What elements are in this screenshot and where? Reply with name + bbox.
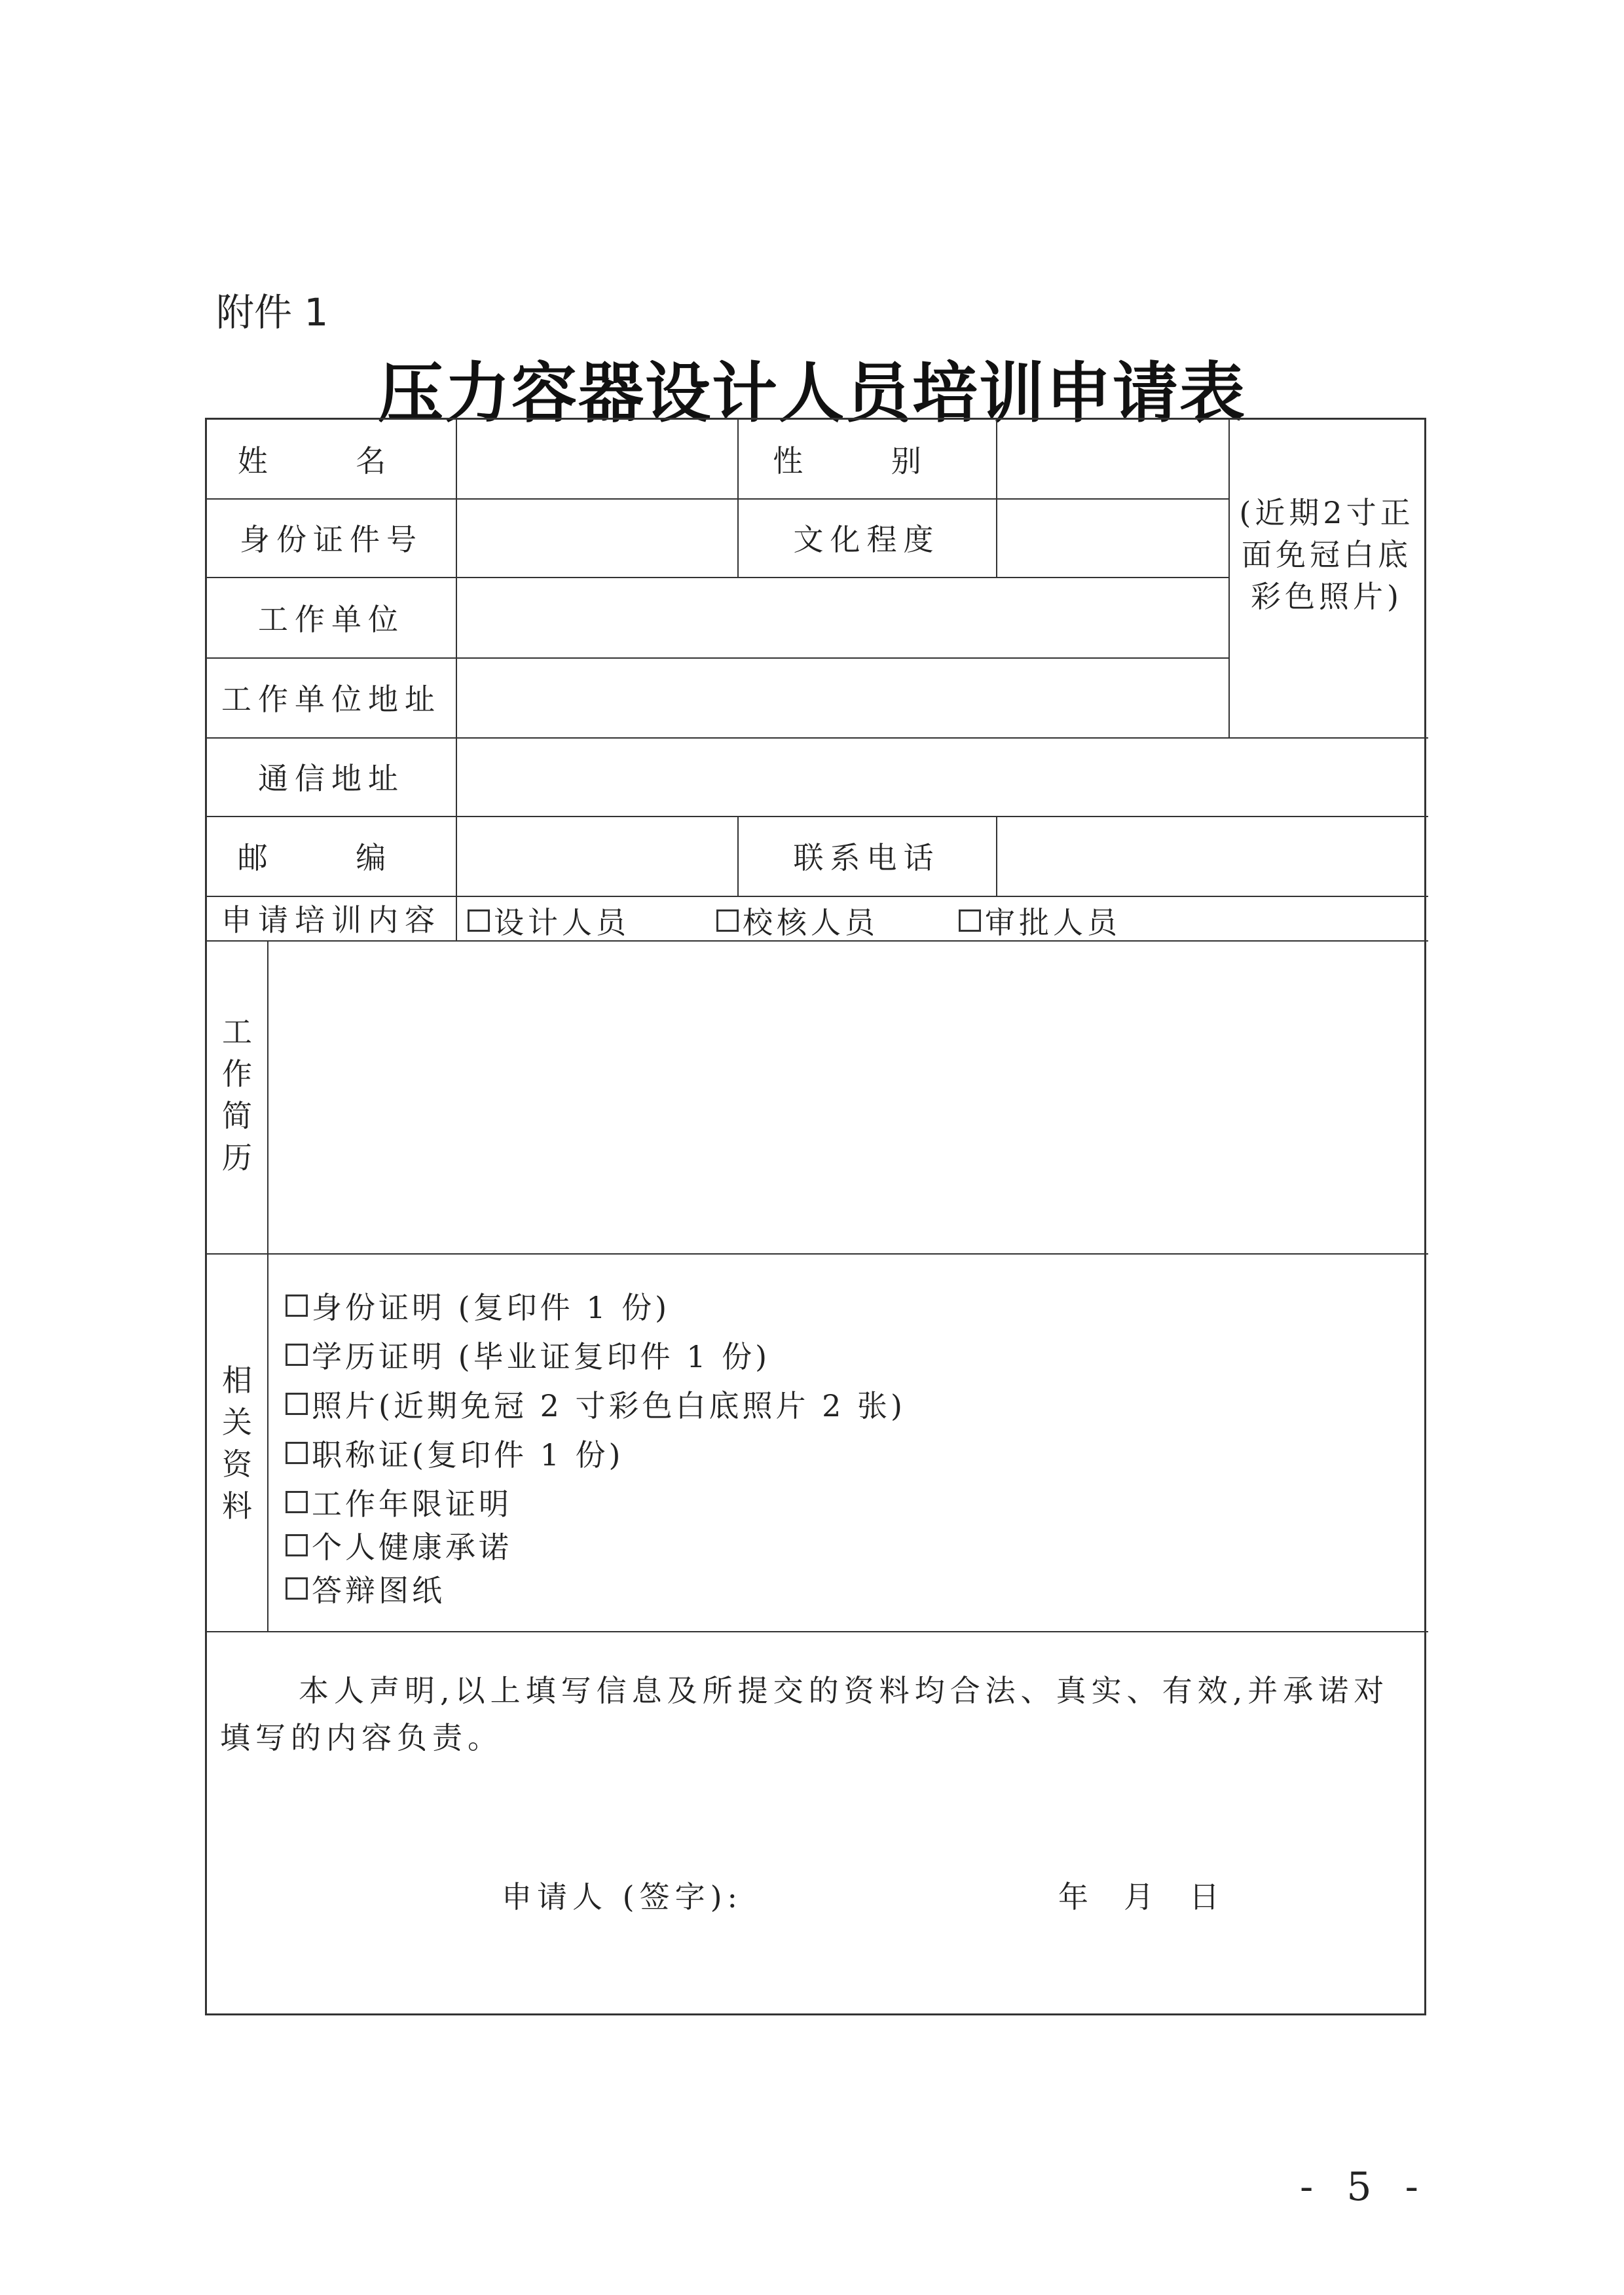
checkbox[interactable]: [286, 1294, 308, 1317]
id-number-label: 身份证件号: [240, 522, 423, 557]
education-field[interactable]: [996, 498, 1228, 577]
option-checker[interactable]: [716, 899, 879, 942]
date-day-label: 日: [1189, 1879, 1225, 1915]
checkbox[interactable]: [286, 1442, 308, 1464]
training-content-label: 申请培训内容: [221, 902, 441, 938]
checkbox[interactable]: [286, 1534, 308, 1556]
checkbox[interactable]: [286, 1577, 308, 1600]
page-number: - 5 -: [1300, 2164, 1429, 2210]
work-history-label: 工 作 简 历: [222, 1014, 252, 1175]
option-label: 设计人员: [494, 905, 630, 940]
checkbox[interactable]: [286, 1491, 308, 1513]
phone-field[interactable]: [996, 816, 1428, 896]
declaration-text: 本人声明,以上填写信息及所提交的资料均合法、真实、有效,并承诺对填写的内容负责。: [220, 1673, 1390, 1755]
option-approver[interactable]: [959, 899, 1121, 942]
option-label: 校核人员: [743, 905, 879, 940]
mailing-address-field[interactable]: [456, 737, 1428, 816]
checkbox[interactable]: [468, 909, 490, 932]
postcode-label: 邮 编: [237, 840, 426, 875]
document-item[interactable]: 学历证明 (毕业证复印件 1 份): [286, 1333, 770, 1376]
document-item[interactable]: 职称证(复印件 1 份): [286, 1431, 623, 1475]
name-label: 姓 名: [237, 443, 426, 479]
date-month-label: 月: [1124, 1879, 1159, 1915]
signature-label: 申请人 (签字):: [502, 1879, 743, 1915]
document-item[interactable]: 答辩图纸: [286, 1567, 445, 1610]
postcode-field[interactable]: [456, 816, 737, 896]
document-item[interactable]: 工作年限证明: [286, 1480, 512, 1524]
checkbox[interactable]: [959, 909, 981, 932]
education-label: 文化程度: [793, 522, 940, 557]
phone-label: 联系电话: [793, 840, 940, 875]
work-unit-field[interactable]: [456, 577, 1228, 657]
application-form: [205, 418, 1426, 2015]
date-year-label: 年: [1058, 1879, 1094, 1915]
checkbox[interactable]: [716, 909, 739, 932]
name-field[interactable]: [456, 420, 737, 498]
work-history-field[interactable]: [267, 940, 1428, 1253]
gender-label: 性 别: [773, 443, 961, 479]
form-title: 压力容器设计人员培训申请表: [378, 354, 1246, 431]
option-label: 审批人员: [985, 905, 1121, 940]
work-unit-address-field[interactable]: [456, 657, 1228, 737]
checkbox[interactable]: [286, 1344, 308, 1366]
work-unit-label: 工作单位: [258, 601, 405, 637]
work-unit-address-label: 工作单位地址: [221, 682, 441, 717]
gender-field[interactable]: [996, 420, 1228, 498]
checkbox[interactable]: [286, 1393, 308, 1415]
id-number-field[interactable]: [456, 498, 737, 577]
document-item[interactable]: 照片(近期免冠 2 寸彩色白底照片 2 张): [286, 1382, 906, 1425]
option-designer[interactable]: [468, 899, 630, 942]
photo-placeholder: (近期2寸正面免冠白底彩色照片): [1239, 495, 1414, 614]
document-item[interactable]: 身份证明 (复印件 1 份): [286, 1284, 670, 1327]
documents-label: 相 关 资 料: [222, 1363, 252, 1524]
attachment-label: 附件 1: [216, 290, 329, 335]
mailing-address-label: 通信地址: [258, 761, 405, 796]
document-item[interactable]: 个人健康承诺: [286, 1524, 512, 1567]
